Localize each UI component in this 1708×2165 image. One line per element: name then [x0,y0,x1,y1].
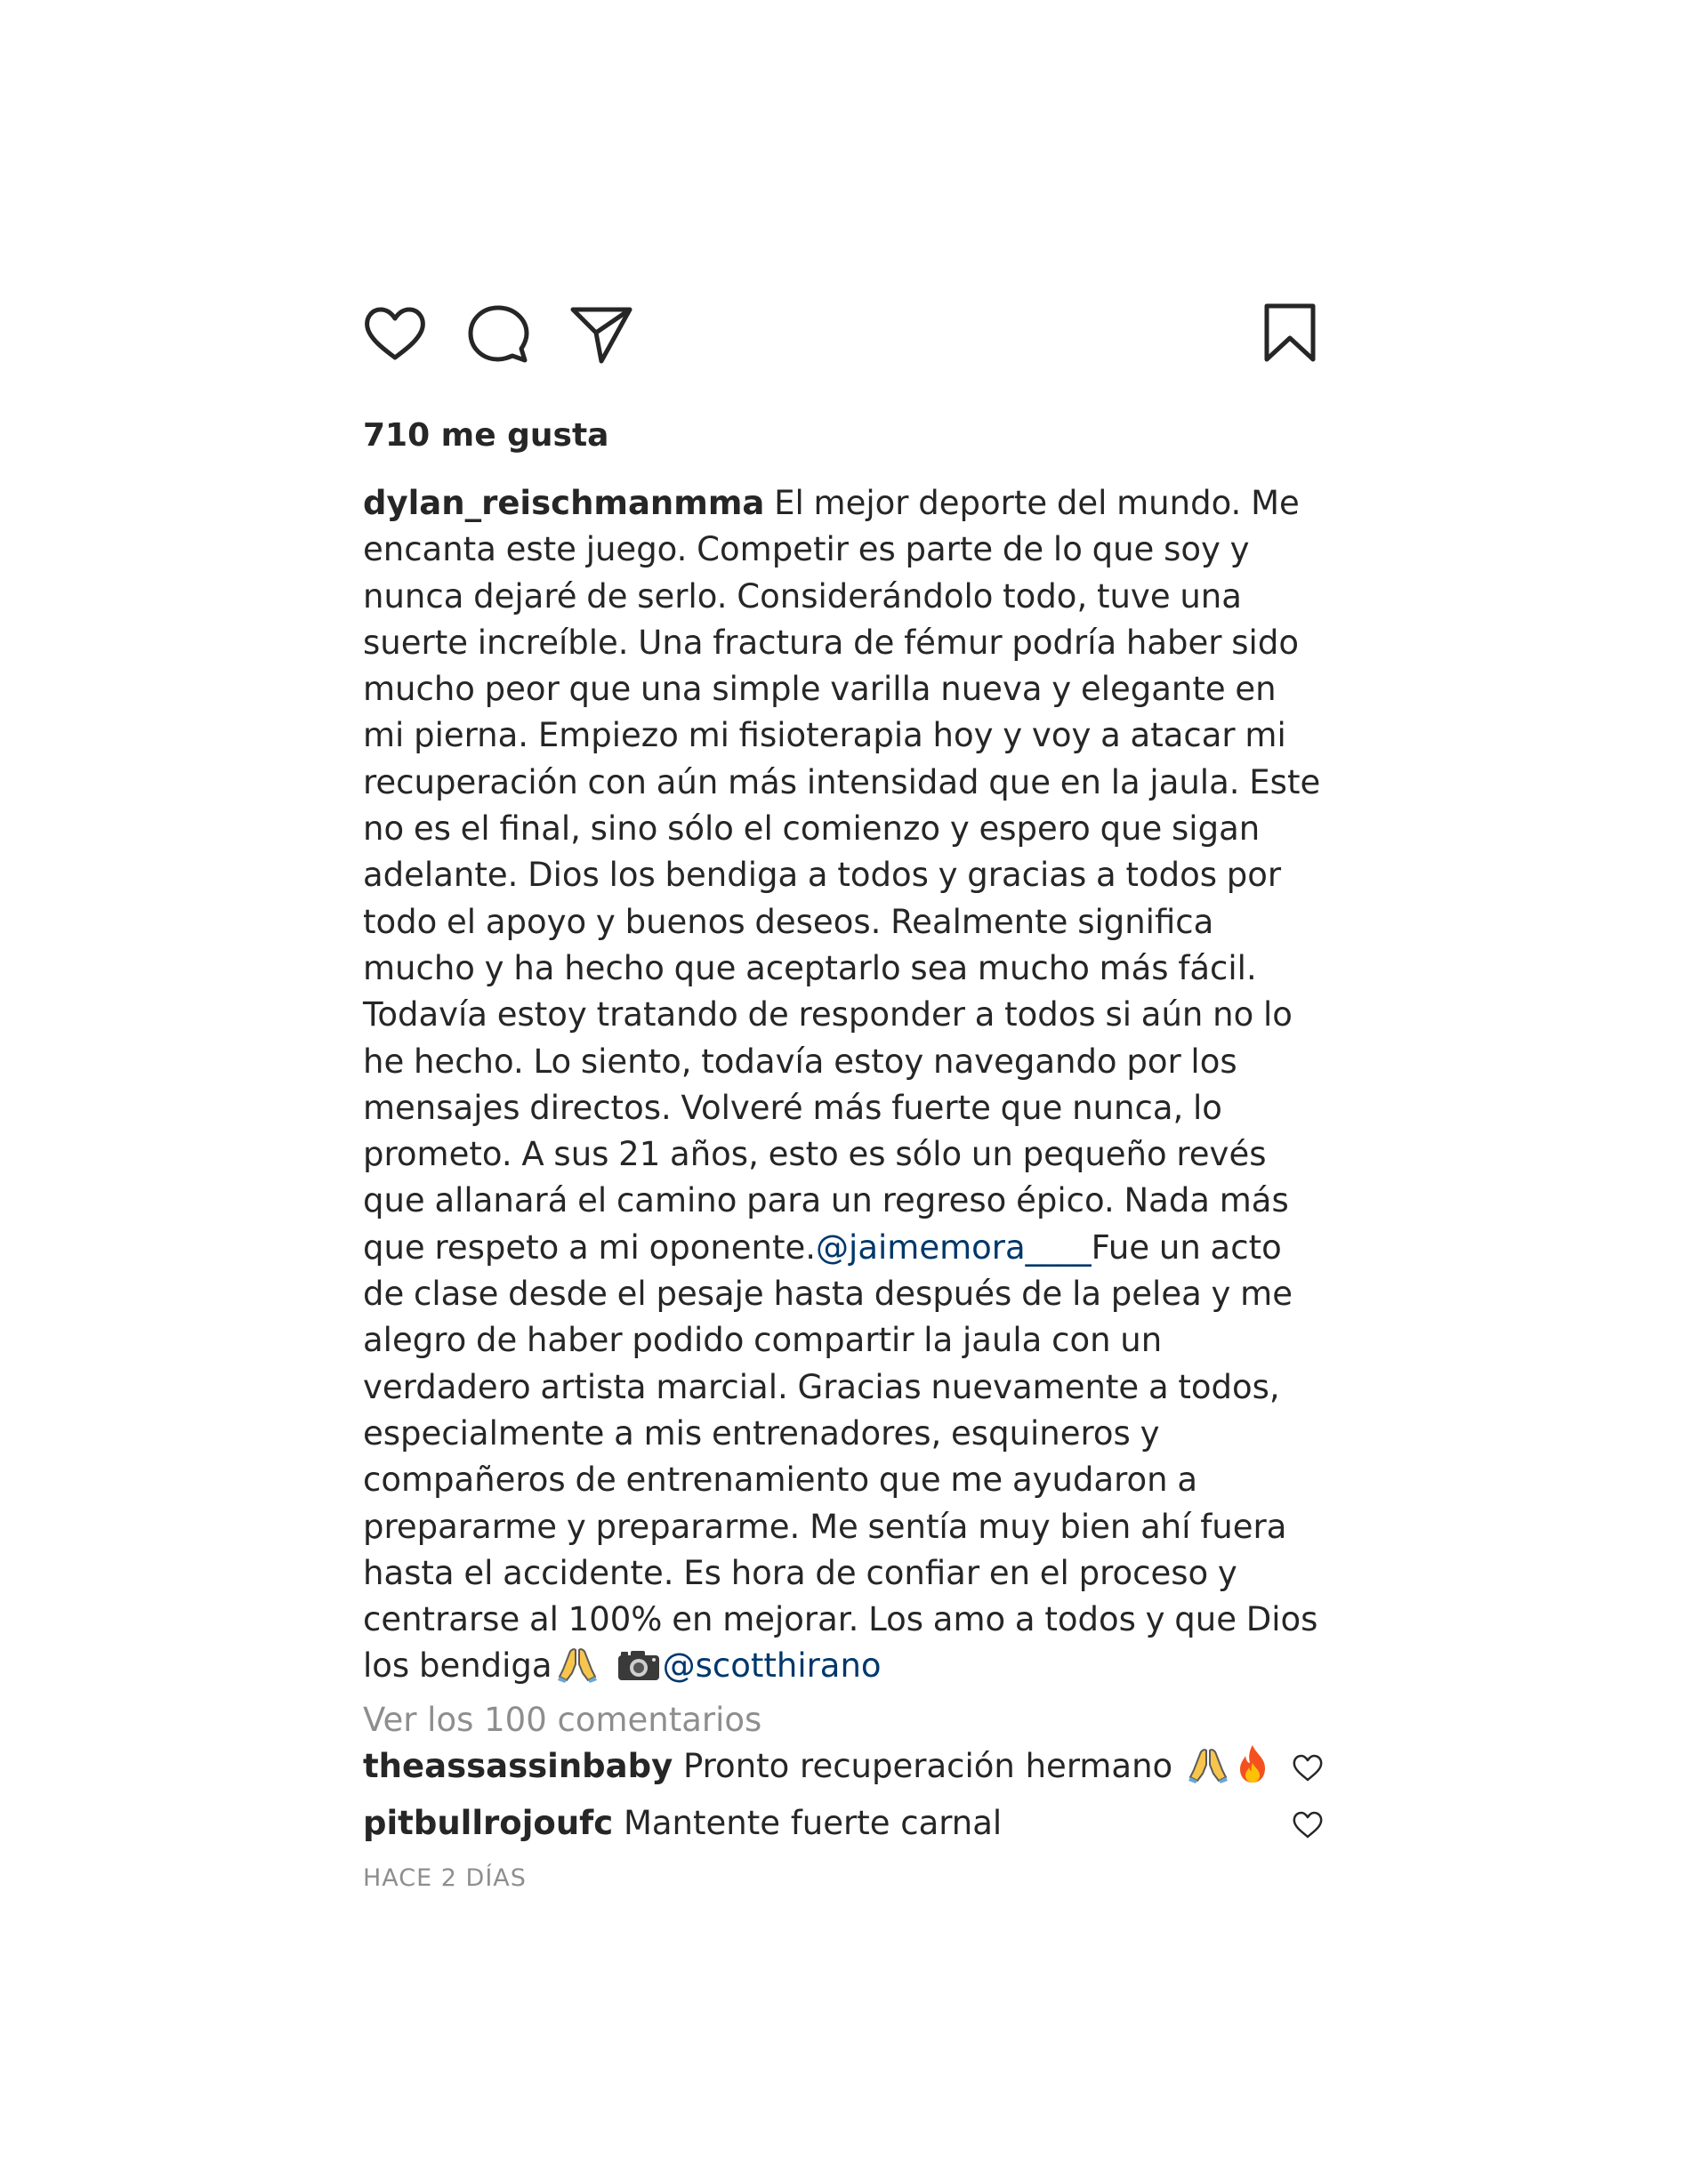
caption-text-part1: El mejor deporte del mundo. Me encanta este juego. Competir es parte de lo que soy y nunca dejaré de serlo. Considerándolo todo, tuve una suerte increíble. Una fractura de fémur podría haber sido mucho peor que una simple varilla nueva y elegante en mi pierna. Empiezo mi fisioterapia hoy y voy a atacar mi recuperación con aún más intensidad que en la jaula. Este no es el final, sino sólo el comienzo y espero que sigan adelante. Dios los bendiga a todos y gracias a todos por todo el apoyo y buenos deseos. Realmente significa mucho y ha hecho que aceptarlo sea mucho más fácil. Todavía estoy tratando de responder a todos si aún no lo he hecho. Lo siento, todavía estoy navegando por los mensajes directos. Volveré más fuerte que nunca, lo prometo. A sus 21 años, esto es sólo un pequeño revés que allanará el camino para un regreso épico. Nada más que respeto a mi oponente. [363,484,1321,1267]
caption-username[interactable]: dylan_reischmanmma [363,484,765,522]
comment-text: Mantente fuerte carnal [613,1803,1003,1842]
comment-bubble-icon[interactable] [466,302,530,366]
caption-text-part2: Fue un acto de clase desde el pesaje hasta después de la pelea y me alegro de haber podido compartir la jaula con un verdadero artista marcial. Gracias nuevamente a todos, especialmente a mis entrenadores, esquineros y compañeros de entrenamiento que me ayudaron a prepararme y prepararme. Me sentía muy bien ahí fuera hasta el accidente. Es hora de confiar en el proceso y centrarse al 100% en mejorar. Los amo a todos y que Dios los bendiga [363,1227,1318,1686]
comment-username[interactable]: theassassinbaby [363,1746,673,1785]
heart-icon[interactable] [363,302,427,366]
comment-item [363,1743,1324,1800]
view-all-comments-link[interactable]: Ver los 100 comentarios [363,1700,762,1739]
comment-like-heart-icon[interactable] [1292,1809,1324,1841]
post-action-bar [363,302,1324,374]
post-timestamp: HACE 2 DÍAS [363,1863,527,1892]
likes-count[interactable]: 710 me gusta [363,417,609,454]
folded-hands-emoji [1187,1745,1229,1784]
paper-plane-icon[interactable] [569,302,633,366]
camera-emoji [616,1648,661,1682]
comment-text: Pronto recuperación hermano [673,1746,1183,1785]
comment-item [363,1800,1324,1857]
post-caption [363,480,1324,1690]
folded-hands-emoji [556,1645,599,1684]
caption-mention-jaimemora[interactable]: @jaimemora____ [816,1227,1092,1267]
comment-like-heart-icon[interactable] [1292,1752,1324,1784]
instagram-post [363,302,1324,1896]
bookmark-icon[interactable] [1258,302,1322,366]
fire-emoji [1235,1743,1270,1784]
comment-username[interactable]: pitbullrojoufc [363,1803,614,1842]
caption-mention-scotthirano[interactable]: @scotthirano [662,1646,882,1686]
